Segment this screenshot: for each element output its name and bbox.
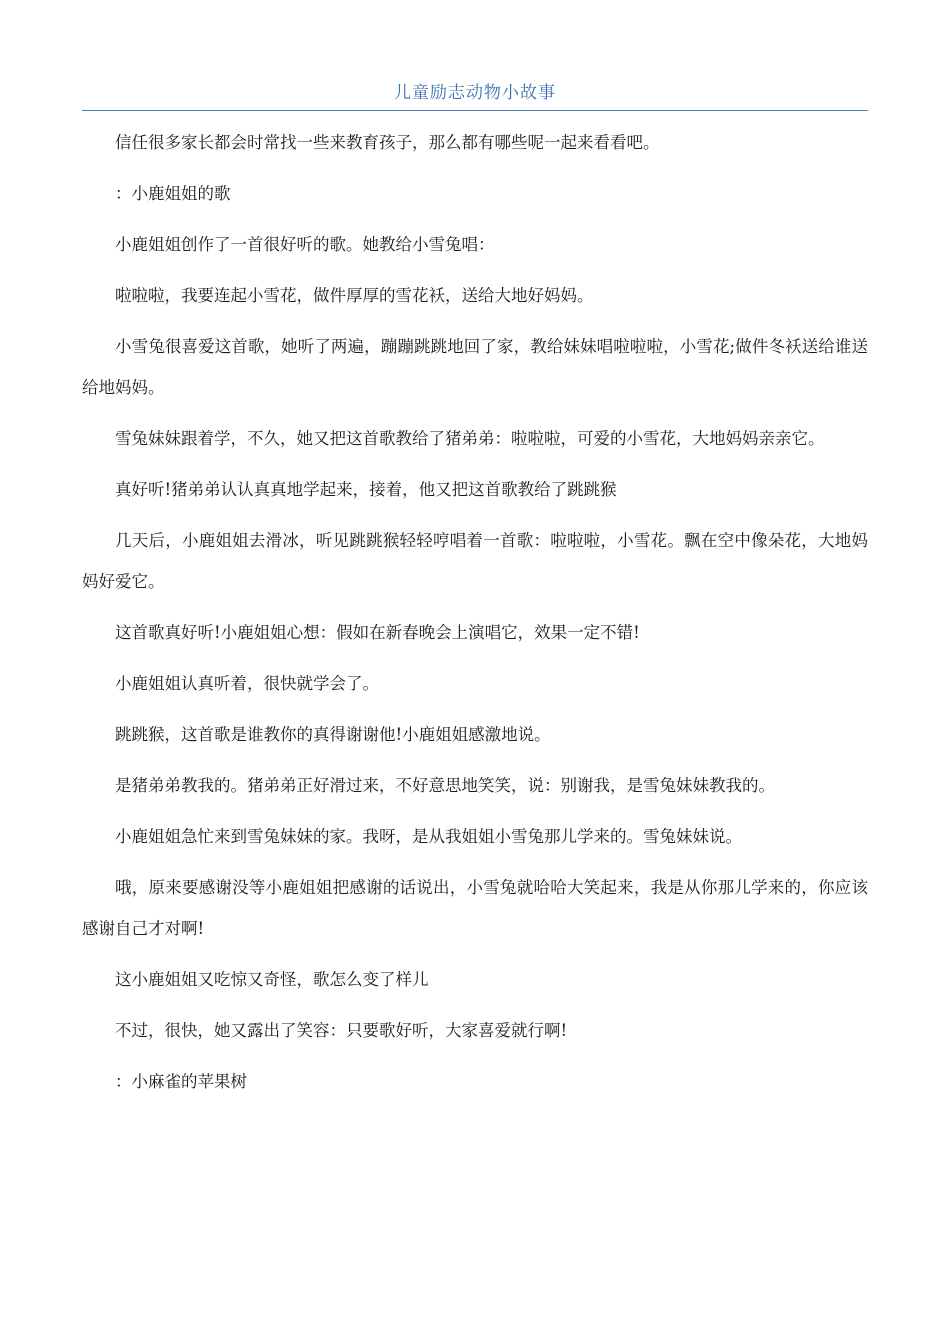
paragraph: 哦，原来要感谢没等小鹿姐姐把感谢的话说出，小雪兔就哈哈大笑起来，我是从你那儿学来的，你应该感谢自己才对啊!: [82, 878, 868, 938]
paragraph-intro: 信任很多家长都会时常找一些来教育孩子，那么都有哪些呢一起来看看吧。: [115, 133, 660, 152]
paragraph: 是猪弟弟教我的。猪弟弟正好滑过来，不好意思地笑笑，说：别谢我，是雪兔妹妹教我的。: [115, 776, 775, 795]
document-title: 儿童励志动物小故事: [394, 83, 556, 103]
paragraph: 真好听!猪弟弟认认真真地学起来，接着，他又把这首歌教给了跳跳猴: [115, 480, 617, 499]
document-body: [82, 122, 868, 1112]
paragraph: 几天后，小鹿姐姐去滑冰，听见跳跳猴轻轻哼唱着一首歌：啦啦啦，小雪花。飘在空中像朵花，大地妈妈好爱它。: [82, 531, 868, 591]
section-heading-deer-song: ：小鹿姐姐的歌: [115, 184, 231, 203]
paragraph: 小雪兔很喜爱这首歌，她听了两遍，蹦蹦跳跳地回了家，教给妹妹唱啦啦啦，小雪花;做件冬袄送给谁送给地妈妈。: [82, 337, 868, 397]
section-heading-sparrow-apple-tree: ：小麻雀的苹果树: [115, 1072, 247, 1091]
paragraph: 不过，很快，她又露出了笑容：只要歌好听，大家喜爱就行啊!: [115, 1021, 568, 1040]
paragraph: 小鹿姐姐认真听着，很快就学会了。: [115, 674, 379, 693]
paragraph: 这小鹿姐姐又吃惊又奇怪，歌怎么变了样儿: [115, 970, 429, 989]
paragraph: 啦啦啦，我要连起小雪花，做件厚厚的雪花袄，送给大地好妈妈。: [115, 286, 594, 305]
paragraph: 小鹿姐姐创作了一首很好听的歌。她教给小雪兔唱：: [115, 235, 495, 254]
paragraph: 小鹿姐姐急忙来到雪兔妹妹的家。我呀，是从我姐姐小雪兔那儿学来的。雪兔妹妹说。: [115, 827, 742, 846]
page-header: [82, 80, 868, 111]
paragraph: 雪兔妹妹跟着学，不久，她又把这首歌教给了猪弟弟：啦啦啦，可爱的小雪花，大地妈妈亲亲它。: [115, 429, 825, 448]
paragraph: 这首歌真好听!小鹿姐姐心想：假如在新春晚会上演唱它，效果一定不错!: [115, 623, 640, 642]
paragraph: 跳跳猴，这首歌是谁教你的真得谢谢他!小鹿姐姐感激地说。: [115, 725, 551, 744]
